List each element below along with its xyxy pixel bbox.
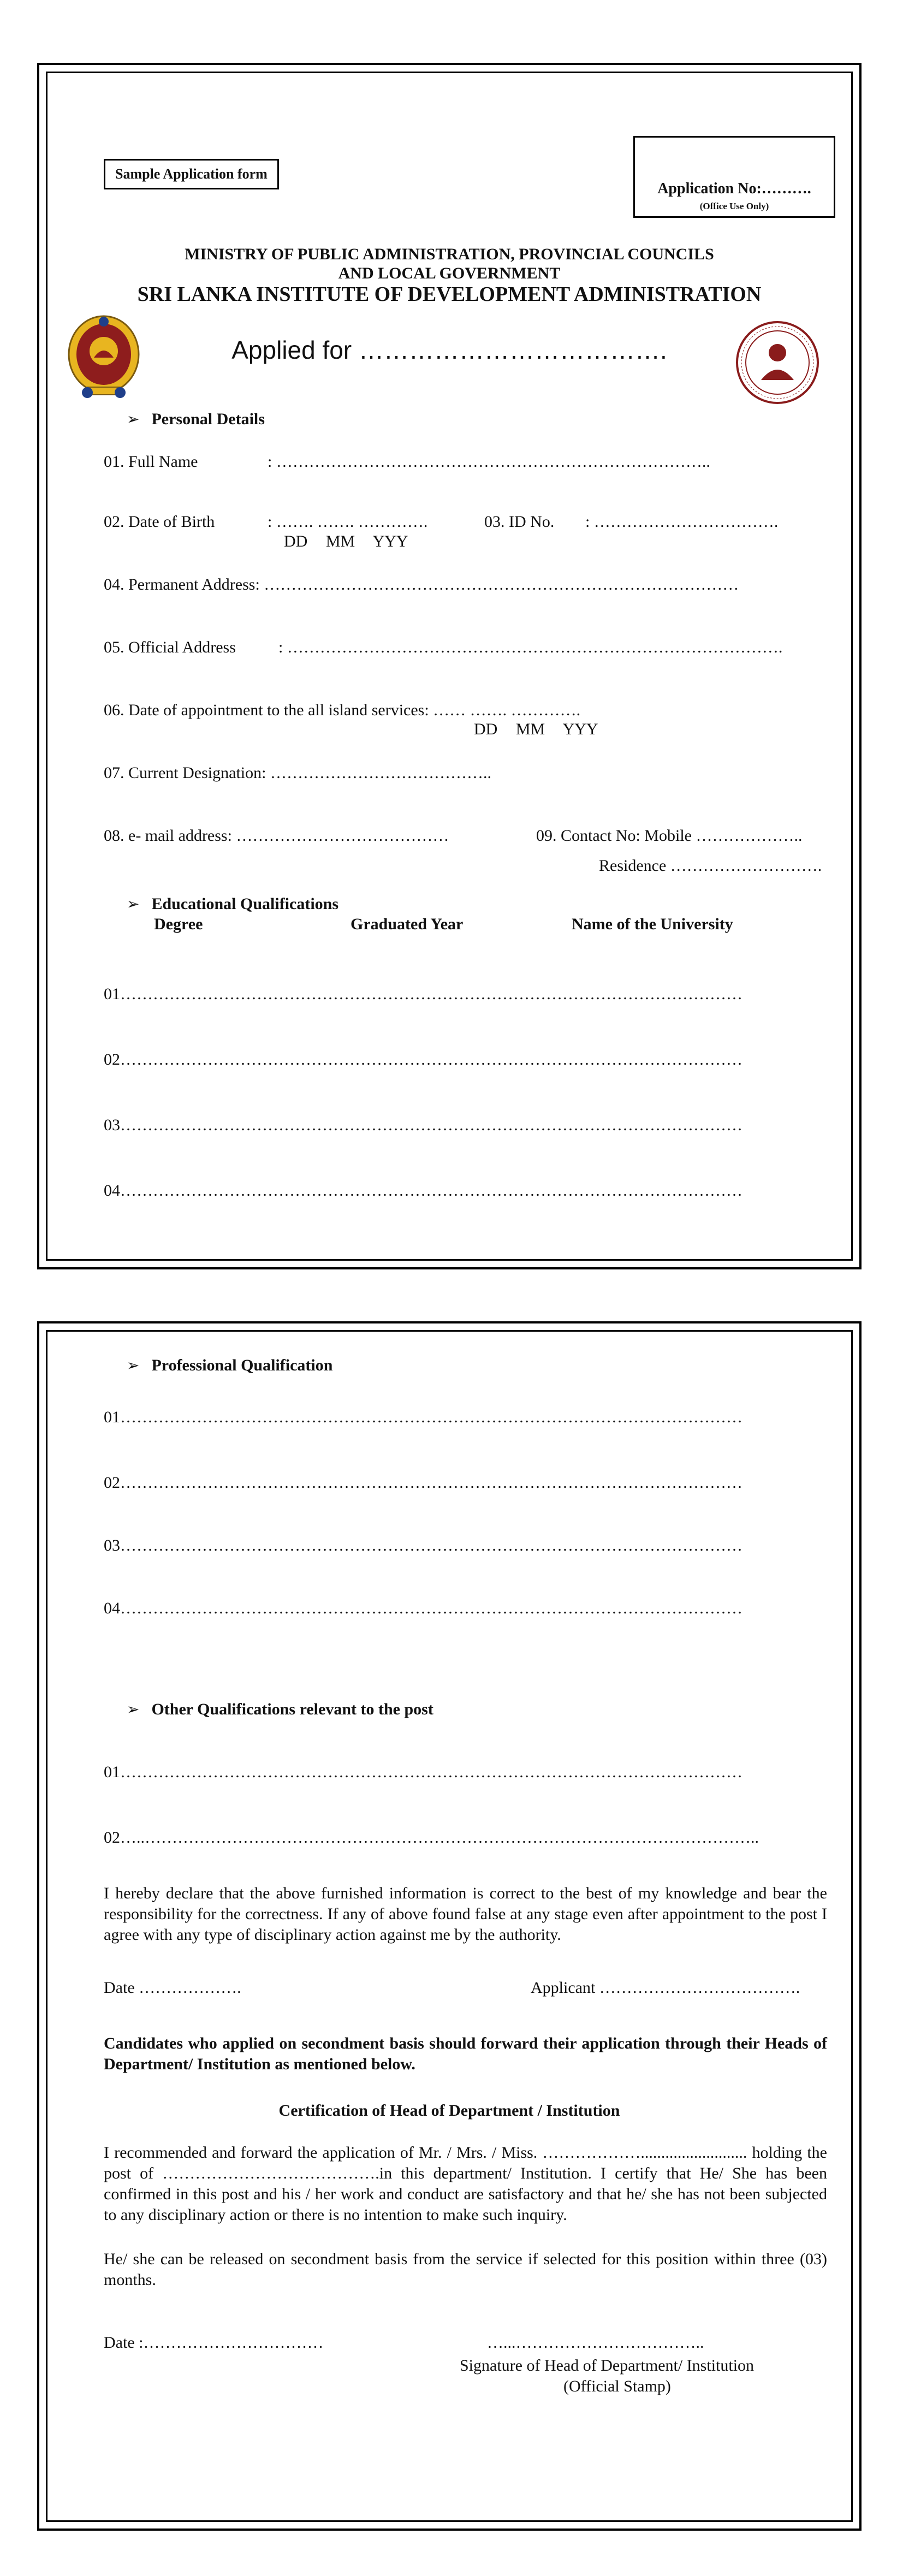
dob-field[interactable]: : ……. ……. ………….	[268, 513, 428, 531]
official-stamp-label: (Official Stamp)	[563, 2377, 671, 2395]
ministry-line-1: MINISTRY OF PUBLIC ADMINISTRATION, PROVINCIAL COUNCILS	[185, 245, 714, 263]
head-signature-field[interactable]: …...……………………………..	[487, 2334, 704, 2352]
ministry-line-2: AND LOCAL GOVERNMENT	[338, 264, 561, 282]
applicant-signature-field[interactable]: Applicant ……………………………….	[531, 1979, 800, 1997]
appointment-date-field[interactable]: 06. Date of appointment to the all island services: …… ……. ………….	[104, 701, 581, 719]
edu-line-4[interactable]: 04……………………………………………………………………………………………………	[104, 1182, 742, 1200]
full-name-label: 01. Full Name	[104, 453, 198, 471]
edu-line-2[interactable]: 02……………………………………………………………………………………………………	[104, 1050, 742, 1069]
prof-line-3[interactable]: 03……………………………………………………………………………………………………	[104, 1536, 742, 1554]
secondment-note: Candidates who applied on secondment basis should forward their application through their Heads of Department/ Institution as mentioned below.	[104, 2034, 827, 2073]
official-address-field[interactable]: : ……………………………………………………………………………….	[278, 638, 783, 656]
prof-line-4[interactable]: 04……………………………………………………………………………………………………	[104, 1599, 742, 1617]
arrow-bullet-icon: ➢	[127, 1701, 140, 1718]
institute-name: SRI LANKA INSTITUTE OF DEVELOPMENT ADMINISTRATION	[137, 283, 762, 306]
professional-qualification-heading: ➢ Professional Qualification	[127, 1356, 333, 1374]
id-number-label: 03. ID No.	[484, 513, 555, 531]
release-paragraph: He/ she can be released on secondment basis from the service if selected for this position within three (03) months.	[104, 2250, 827, 2289]
residence-contact-field[interactable]: Residence ……………………….	[599, 857, 822, 875]
degree-column-header: Degree	[154, 915, 203, 933]
full-name-field[interactable]: : ……………………………………………………………………..	[268, 453, 710, 471]
applied-for-field[interactable]: Applied for ……………………………….	[231, 336, 667, 364]
arrow-bullet-icon: ➢	[127, 1357, 140, 1374]
email-field[interactable]: 08. e- mail address: …………………………………	[104, 827, 449, 845]
certification-heading: Certification of Head of Department / Institution	[278, 2102, 620, 2120]
other-qualifications-heading: ➢ Other Qualifications relevant to the post	[127, 1700, 433, 1718]
id-number-field[interactable]: : …………………………….	[585, 513, 779, 531]
certification-date-field[interactable]: Date :……………………………	[104, 2334, 324, 2352]
declaration-paragraph: I hereby declare that the above furnished information is correct to the best of my knowledge and bear the responsibility for the correctness. If any of above found false at any stage even after appointment to the post I agree with any type of disciplinary action against me by the authority.	[104, 1884, 827, 1944]
university-column-header: Name of the University	[572, 915, 733, 933]
mobile-contact-field[interactable]: 09. Contact No: Mobile ………………..	[536, 827, 803, 845]
sample-form-label: Sample Application form	[104, 159, 279, 189]
graduated-year-column-header: Graduated Year	[350, 915, 464, 933]
arrow-bullet-icon: ➢	[127, 896, 140, 913]
edu-line-3[interactable]: 03……………………………………………………………………………………………………	[104, 1116, 742, 1134]
other-line-2[interactable]: 02…..…………………………………………………………………………………………………..	[104, 1829, 759, 1847]
permanent-address-field[interactable]: 04. Permanent Address: ……………………………………………………………………………	[104, 575, 739, 593]
head-signature-label: Signature of Head of Department/ Institution	[460, 2357, 755, 2375]
declaration-date-field[interactable]: Date ……………….	[104, 1979, 241, 1997]
prof-line-2[interactable]: 02……………………………………………………………………………………………………	[104, 1474, 742, 1492]
educational-qualifications-heading: ➢ Educational Qualifications	[127, 895, 339, 913]
appointment-date-format-hint: DD MM YYY	[474, 720, 598, 738]
application-number-label: Application No:……….	[657, 180, 811, 197]
office-use-label: (Office Use Only)	[699, 201, 769, 211]
official-address-label: 05. Official Address	[104, 638, 236, 656]
application-number-box	[633, 136, 835, 218]
dob-label: 02. Date of Birth	[104, 513, 215, 531]
other-line-1[interactable]: 01……………………………………………………………………………………………………	[104, 1763, 742, 1781]
slida-seal-icon	[734, 319, 821, 406]
prof-line-1[interactable]: 01……………………………………………………………………………………………………	[104, 1408, 742, 1426]
certification-paragraph: I recommended and forward the application of Mr. / Mrs. / Miss. ……………….......................... holding the post of ………………………………….in this department/ Institution. I certify that He/ She has been confirmed in this post and his / her work and conduct are satisfactory and that he/ she has not been subjected to any disciplinary action or there is no intention to make such inquiry.	[104, 2144, 827, 2224]
personal-details-heading: ➢ Personal Details	[127, 410, 265, 428]
arrow-bullet-icon: ➢	[127, 411, 140, 428]
form-page-1	[37, 63, 862, 1269]
form-page-2	[37, 1321, 862, 2531]
current-designation-field[interactable]: 07. Current Designation: …………………………………..	[104, 764, 491, 782]
edu-line-1[interactable]: 01……………………………………………………………………………………………………	[104, 985, 742, 1003]
dob-format-hint: DD MM YYY	[284, 532, 408, 550]
